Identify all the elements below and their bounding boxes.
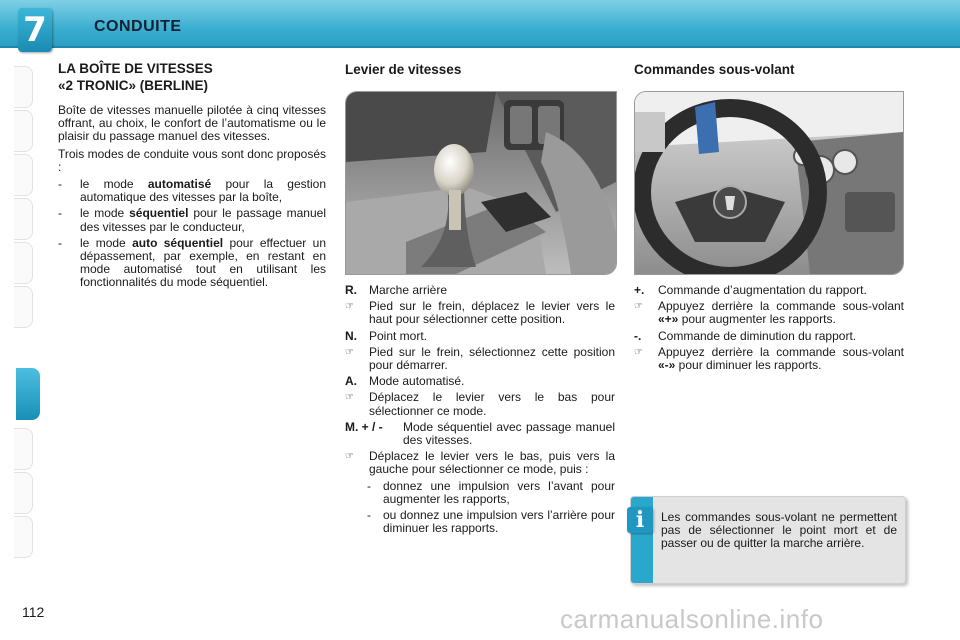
instruction-text: Pied sur le frein, déplacez le levier vers le haut pour sélectionner cette position.	[369, 299, 615, 327]
pointing-hand-icon: ☞	[634, 301, 643, 313]
chapter-tab[interactable]	[14, 110, 33, 152]
instruction-key: «+»	[658, 312, 679, 327]
mode-description: pour la gestion automatique des vitesses par la boîte,	[80, 177, 327, 205]
sub-instruction-text: ou donnez une impulsion vers l’arrière pour diminuer les rapports.	[383, 508, 615, 536]
sub-instruction-down	[345, 509, 615, 535]
instruction-m	[345, 450, 615, 476]
pointing-hand-icon: ☞	[345, 451, 354, 463]
pointing-hand-icon: ☞	[345, 392, 354, 404]
instruction-text: Déplacez le levier vers le bas pour sélectionner ce mode.	[369, 390, 615, 418]
control-label: Commande de diminution du rapport.	[658, 328, 857, 343]
position-n	[345, 330, 615, 343]
dash-marker: -	[58, 235, 62, 250]
mode-item-auto-sequential	[58, 237, 326, 290]
mode-description: pour effectuer un dépassement, par exemple, en restant en mode automatisé tout en utilisant les fonctionnalités du mode séquentiel.	[80, 235, 327, 290]
chapter-tab[interactable]	[14, 516, 33, 558]
gear-lever-photo	[345, 91, 617, 275]
mode-name: séquentiel	[129, 206, 189, 221]
sub-instruction-text: donnez une impulsion vers l’avant pour augmenter les rapports,	[383, 478, 615, 506]
info-icon: i	[627, 507, 653, 533]
position-label: Point mort.	[369, 328, 428, 343]
watermark: carmanualsonline.info	[560, 604, 824, 634]
section-heading-line1: LA BOÎTE DE VITESSES	[58, 61, 213, 76]
mode-item-sequential	[58, 207, 326, 233]
gear-lever-illustration	[346, 92, 616, 274]
position-key: M. + / -	[345, 419, 383, 434]
dash-marker: -	[58, 177, 62, 192]
mode-prefix: le mode	[80, 177, 148, 192]
chapter-tab-active[interactable]	[16, 368, 40, 420]
control-key: +.	[634, 283, 645, 297]
position-key: R.	[345, 283, 357, 297]
chapter-tab[interactable]	[14, 428, 33, 470]
instruction-a	[345, 391, 615, 417]
position-a	[345, 375, 615, 388]
position-r	[345, 284, 615, 297]
instruction-n	[345, 346, 615, 372]
chapter-tab[interactable]	[14, 242, 33, 284]
instruction-text: Déplacez le levier vers le bas, puis vers la gauche pour sélectionner ce mode, puis :	[369, 449, 615, 477]
intro-text	[58, 104, 326, 293]
control-label: Commande d’augmentation du rapport.	[658, 283, 867, 297]
gear-lever-title: Levier de vitesses	[345, 62, 462, 77]
mode-description: pour le passage manuel des vitesses par le conducteur,	[80, 206, 326, 234]
instruction-minus	[634, 346, 904, 372]
pointing-hand-icon: ☞	[634, 346, 643, 358]
chapter-tab[interactable]	[14, 472, 33, 514]
pointing-hand-icon: ☞	[345, 301, 354, 313]
control-plus	[634, 284, 904, 297]
chapter-tab[interactable]	[14, 286, 33, 328]
steering-wheel-illustration	[635, 92, 903, 274]
header-divider	[0, 46, 960, 48]
dash-marker: -	[58, 206, 62, 221]
instruction-text: pour diminuer les rapports.	[675, 358, 822, 373]
position-key: N.	[345, 328, 357, 343]
dash-marker: -	[367, 508, 371, 523]
instruction-key: «-»	[658, 358, 676, 373]
sub-instruction-up	[345, 480, 615, 506]
instruction-plus	[634, 300, 904, 326]
page-number: 112	[22, 604, 45, 620]
position-label: Mode automatisé.	[369, 374, 465, 389]
chapter-number-badge: 7	[18, 8, 52, 52]
pointing-hand-icon: ☞	[345, 346, 354, 358]
mode-name: automatisé	[147, 177, 212, 192]
steering-controls-title: Commandes sous-volant	[634, 62, 795, 77]
instruction-text: Appuyez derrière la commande sous-volant	[658, 344, 904, 359]
instruction-text: Appuyez derrière la commande sous-volant	[658, 299, 904, 314]
chapter-tab[interactable]	[14, 154, 33, 196]
chapter-tab[interactable]	[14, 66, 33, 108]
intro-paragraph: Boîte de vitesses manuelle pilotée à cinq vitesses offrant, au choix, le confort de l’automatisme ou le plaisir du passage manuel des vitesses.	[58, 103, 326, 144]
info-note	[630, 496, 906, 584]
instruction-text: pour augmenter les rapports.	[678, 312, 836, 327]
instruction-r	[345, 300, 615, 326]
position-m	[345, 421, 615, 447]
mode-prefix: le mode	[80, 206, 130, 221]
steering-wheel-photo	[634, 91, 904, 275]
mode-item-auto	[58, 178, 326, 204]
steering-controls-legend	[634, 284, 904, 375]
control-key: -.	[634, 328, 642, 343]
section-heading-line2: «2 TRONIC» (BERLINE)	[58, 78, 209, 93]
instruction-text: Pied sur le frein, sélectionnez cette position pour démarrer.	[369, 344, 615, 373]
info-text: Les commandes sous-volant ne permettent pas de sélectionner le point mort et de passer ou de quitter la marche arrière.	[661, 510, 897, 551]
gear-lever-legend	[345, 284, 615, 538]
chapter-title: CONDUITE	[94, 18, 182, 35]
section-heading	[58, 60, 213, 94]
mode-prefix: le mode	[80, 235, 133, 250]
mode-name: auto séquentiel	[132, 235, 224, 250]
position-label: Marche arrière	[369, 283, 448, 297]
chapter-tab[interactable]	[14, 198, 33, 240]
modes-paragraph: Trois modes de conduite vous sont donc proposés :	[58, 146, 326, 174]
position-label: Mode séquentiel avec passage manuel des vitesses.	[403, 419, 615, 448]
dash-marker: -	[367, 478, 371, 493]
control-minus	[634, 330, 904, 343]
chapter-tabs	[14, 66, 36, 576]
position-key: A.	[345, 374, 357, 389]
